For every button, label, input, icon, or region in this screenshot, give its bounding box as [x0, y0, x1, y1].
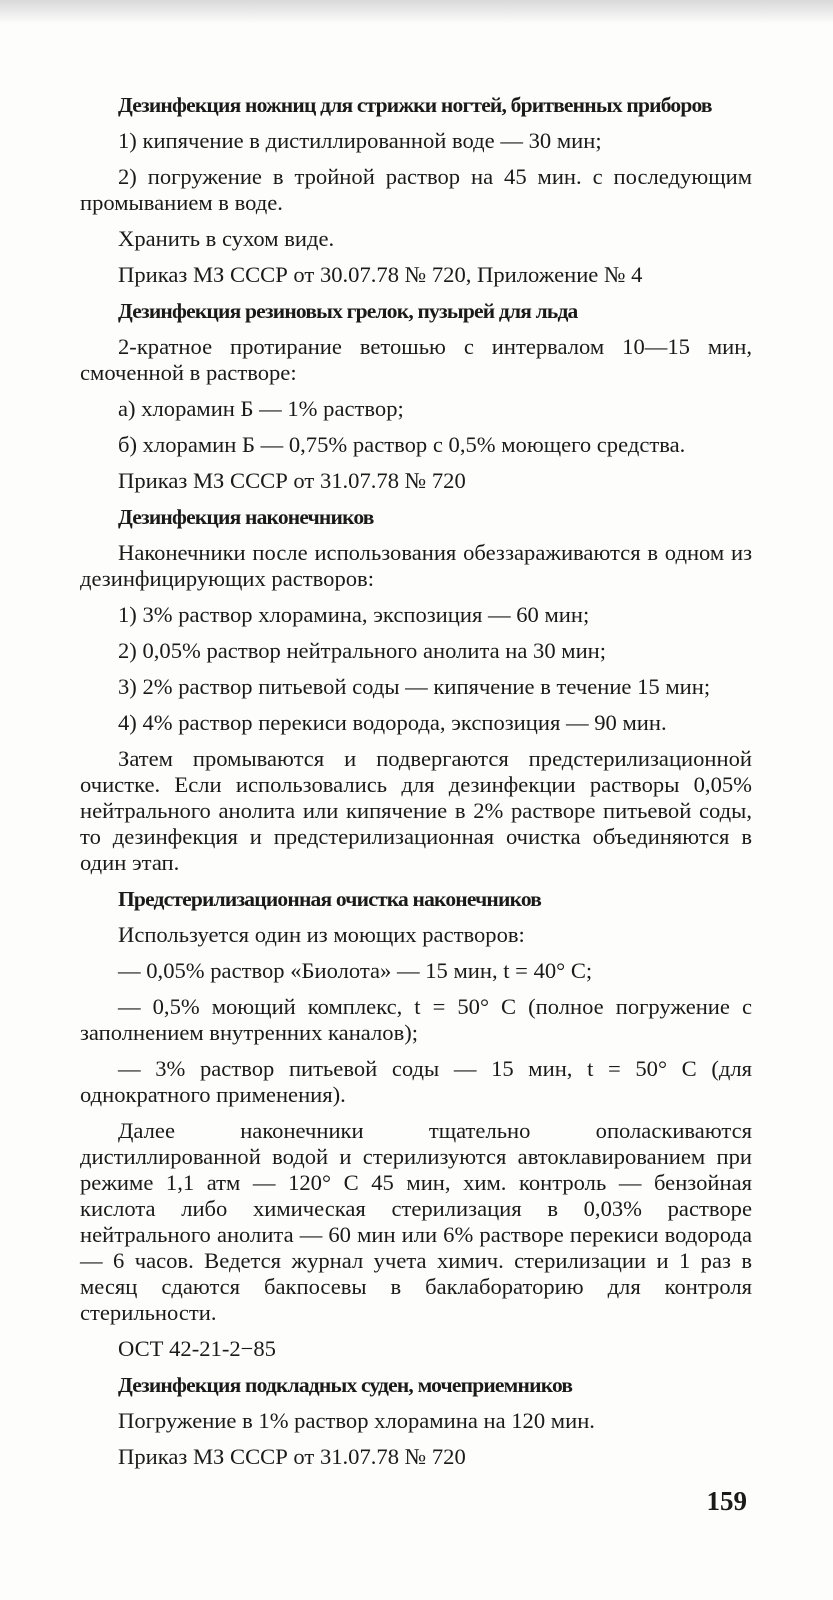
paragraph: б) хлорамин Б — 0,75% раствор с 0,5% моющего средства.: [118, 432, 686, 457]
paragraph: Приказ МЗ СССР от 31.07.78 № 720: [118, 468, 466, 493]
page-content: [80, 92, 752, 1480]
paragraph: Наконечники после использования обеззараживаются в одном из дезинфицирующих растворов:: [80, 540, 752, 591]
paragraph: 3) 2% раствор питьевой соды — кипячение в течение 15 мин;: [118, 674, 711, 699]
paragraph: Используется один из моющих растворов:: [118, 922, 525, 947]
paragraph: Хранить в сухом виде.: [118, 226, 335, 251]
paragraph: 2) погружение в тройной раствор на 45 мин. с последующим промыванием в воде.: [80, 164, 752, 215]
paragraph: 2-кратное протирание ветошью с интервалом 10—15 мин, смоченной в растворе:: [80, 334, 752, 385]
paragraph: 2) 0,05% раствор нейтрального анолита на 30 мин;: [118, 638, 607, 663]
paragraph: а) хлорамин Б — 1% раствор;: [118, 396, 404, 421]
paragraph: Приказ МЗ СССР от 30.07.78 № 720, Приложение № 4: [118, 262, 643, 287]
paragraph: — 0,05% раствор «Биолота» — 15 мин, t = 40° С;: [118, 958, 593, 983]
paragraph: — 0,5% моющий комплекс, t = 50° С (полное погружение с заполнением внутренних каналов);: [80, 994, 752, 1045]
paragraph: ОСТ 42-21-2−85: [118, 1336, 276, 1361]
paragraph: 1) 3% раствор хлорамина, экспозиция — 60 мин;: [118, 602, 590, 627]
paragraph: Погружение в 1% раствор хлорамина на 120 мин.: [118, 1408, 595, 1433]
paragraph: Затем промываются и подвергаются предстерилизационной очистке. Если использовались для дезинфекции растворы 0,05% нейтрального анолита или кипячение в 2% растворе питьевой соды, то дезинфекция и предстерилизационная очистка объединяются в один этап.: [80, 746, 752, 875]
section-heading: Дезинфекция ножниц для стрижки ногтей, бритвенных приборов: [118, 93, 712, 117]
paragraph: 4) 4% раствор перекиси водорода, экспозиция — 90 мин.: [118, 710, 667, 735]
paragraph: — 3% раствор питьевой соды — 15 мин, t = 50° С (для однократного применения).: [80, 1056, 752, 1107]
scan-shadow: [0, 0, 833, 24]
section-heading: Предстерилизационная очистка наконечников: [118, 887, 542, 911]
section-heading: Дезинфекция резиновых грелок, пузырей для льда: [118, 299, 578, 323]
section-heading: Дезинфекция наконечников: [118, 505, 374, 529]
page-number: 159: [706, 1486, 747, 1516]
paragraph: Далее наконечники тщательно ополаскиваются дистиллированной водой и стерилизуются автоклавированием при режиме 1,1 атм — 120° С 45 мин, хим. контроль — бензойная кислота либо химическая стерилизация в 0,03% растворе нейтрального анолита — 60 мин или 6% растворе перекиси водорода — 6 часов. Ведется журнал учета химич. стерилизации и 1 раз в месяц сдаются бакпосевы в баклабораторию для контроля стерильности.: [80, 1118, 752, 1325]
section-heading: Дезинфекция подкладных суден, мочеприемников: [118, 1373, 573, 1397]
paragraph: 1) кипячение в дистиллированной воде — 30 мин;: [118, 128, 602, 153]
paragraph: Приказ МЗ СССР от 31.07.78 № 720: [118, 1444, 466, 1469]
